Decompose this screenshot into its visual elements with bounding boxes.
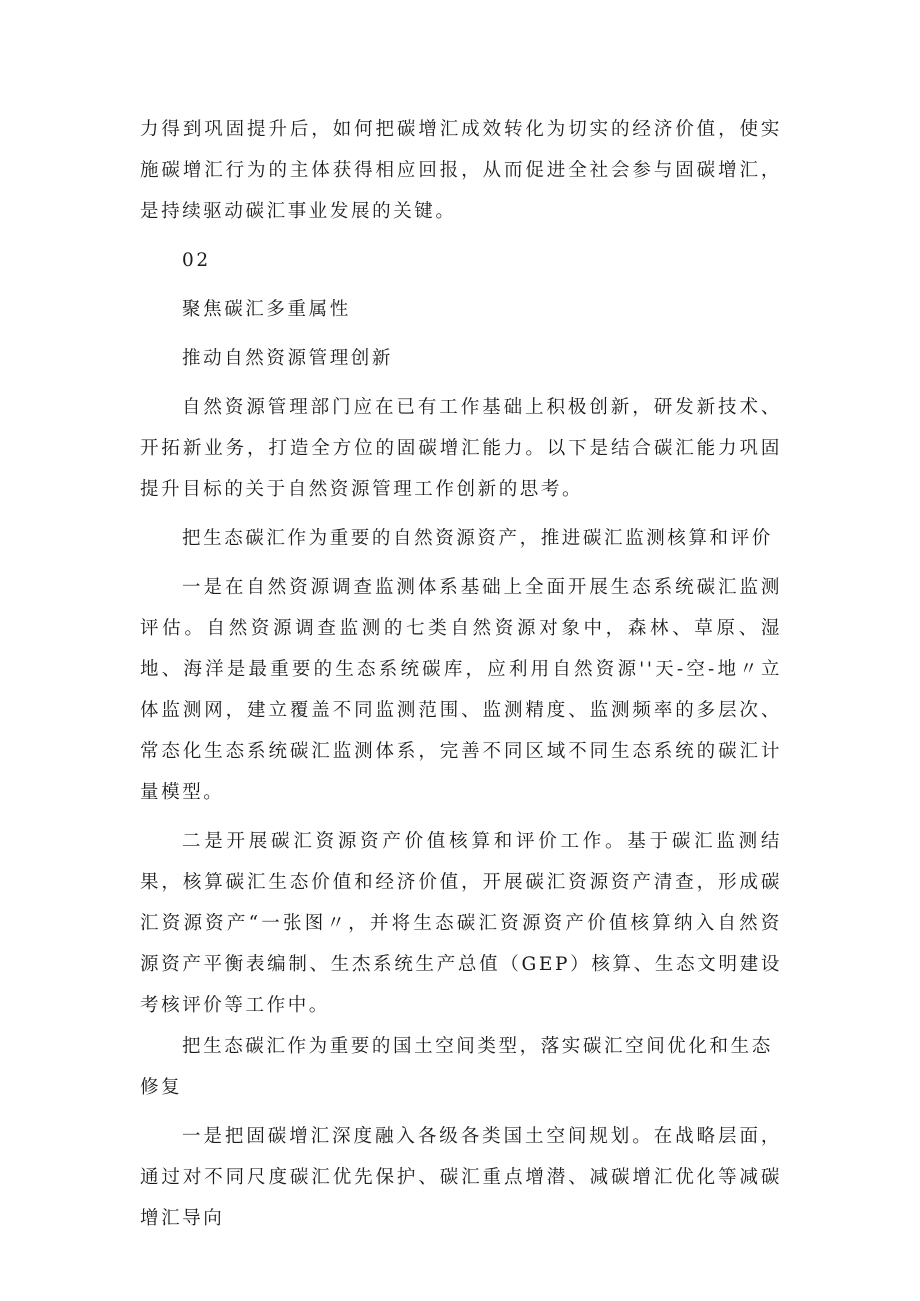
- subheading-spatial-type: 把生态碳汇作为重要的国土空间类型，落实碳汇空间优化和生态修复: [140, 1036, 773, 1098]
- paragraph-monitoring: 一是在自然资源调查监测体系基础上全面开展生态系统碳汇监测评估。自然资源调查监测的七类自然资源对象中，森林、草原、湿地、海洋是最重要的生态系统碳库，应利用自然资源''天-空-地〃立体监测网，建立覆盖不同监测范围、监测精度、监测频率的多层次、常态化生态系统碳汇监测体系，完善不同区域不同生态系统的碳汇计量模型。: [140, 577, 782, 803]
- paragraph-intro: 自然资源管理部门应在已有工作基础上积极创新，研发新技术、开拓新业务，打造全方位的固碳增汇能力。以下是结合碳汇能力巩固提升目标的关于自然资源管理工作创新的思考。: [140, 397, 782, 500]
- paragraph-continuation: 力得到巩固提升后，如何把碳增汇成效转化为切实的经济价值，使实施碳增汇行为的主体获得相应回报，从而促进全社会参与固碳增汇，是持续驱动碳汇事业发展的关键。: [140, 119, 782, 222]
- subheading-carbon-asset: 把生态碳汇作为重要的自然资源资产，推进碳汇监测核算和评价: [182, 528, 773, 549]
- paragraph-valuation: 二是开展碳汇资源资产价值核算和评价工作。基于碳汇监测结果，核算碳汇生态价值和经济价值，开展碳汇资源资产清查，形成碳汇资源资产“一张图〃，并将生态碳汇资源资产价值核算纳入自然资源资产平衡表编制、生杰系统生产总值（GEP）核算、生态文明建设考核评价等工作中。: [140, 831, 782, 1016]
- section-title-line-1: 聚焦碳汇多重属性: [182, 299, 351, 320]
- paragraph-spatial-planning: 一是把固碳增汇深度融入各级各类国土空间规划。在战略层面，通过对不同尺度碳汇优先保护、碳汇重点增潜、减碳增汇优化等减碳增汇导向: [140, 1126, 782, 1229]
- document-page: [140, 109, 782, 1247]
- section-number: 02: [182, 250, 211, 271]
- section-title-line-2: 推动自然资源管理创新: [182, 348, 394, 369]
